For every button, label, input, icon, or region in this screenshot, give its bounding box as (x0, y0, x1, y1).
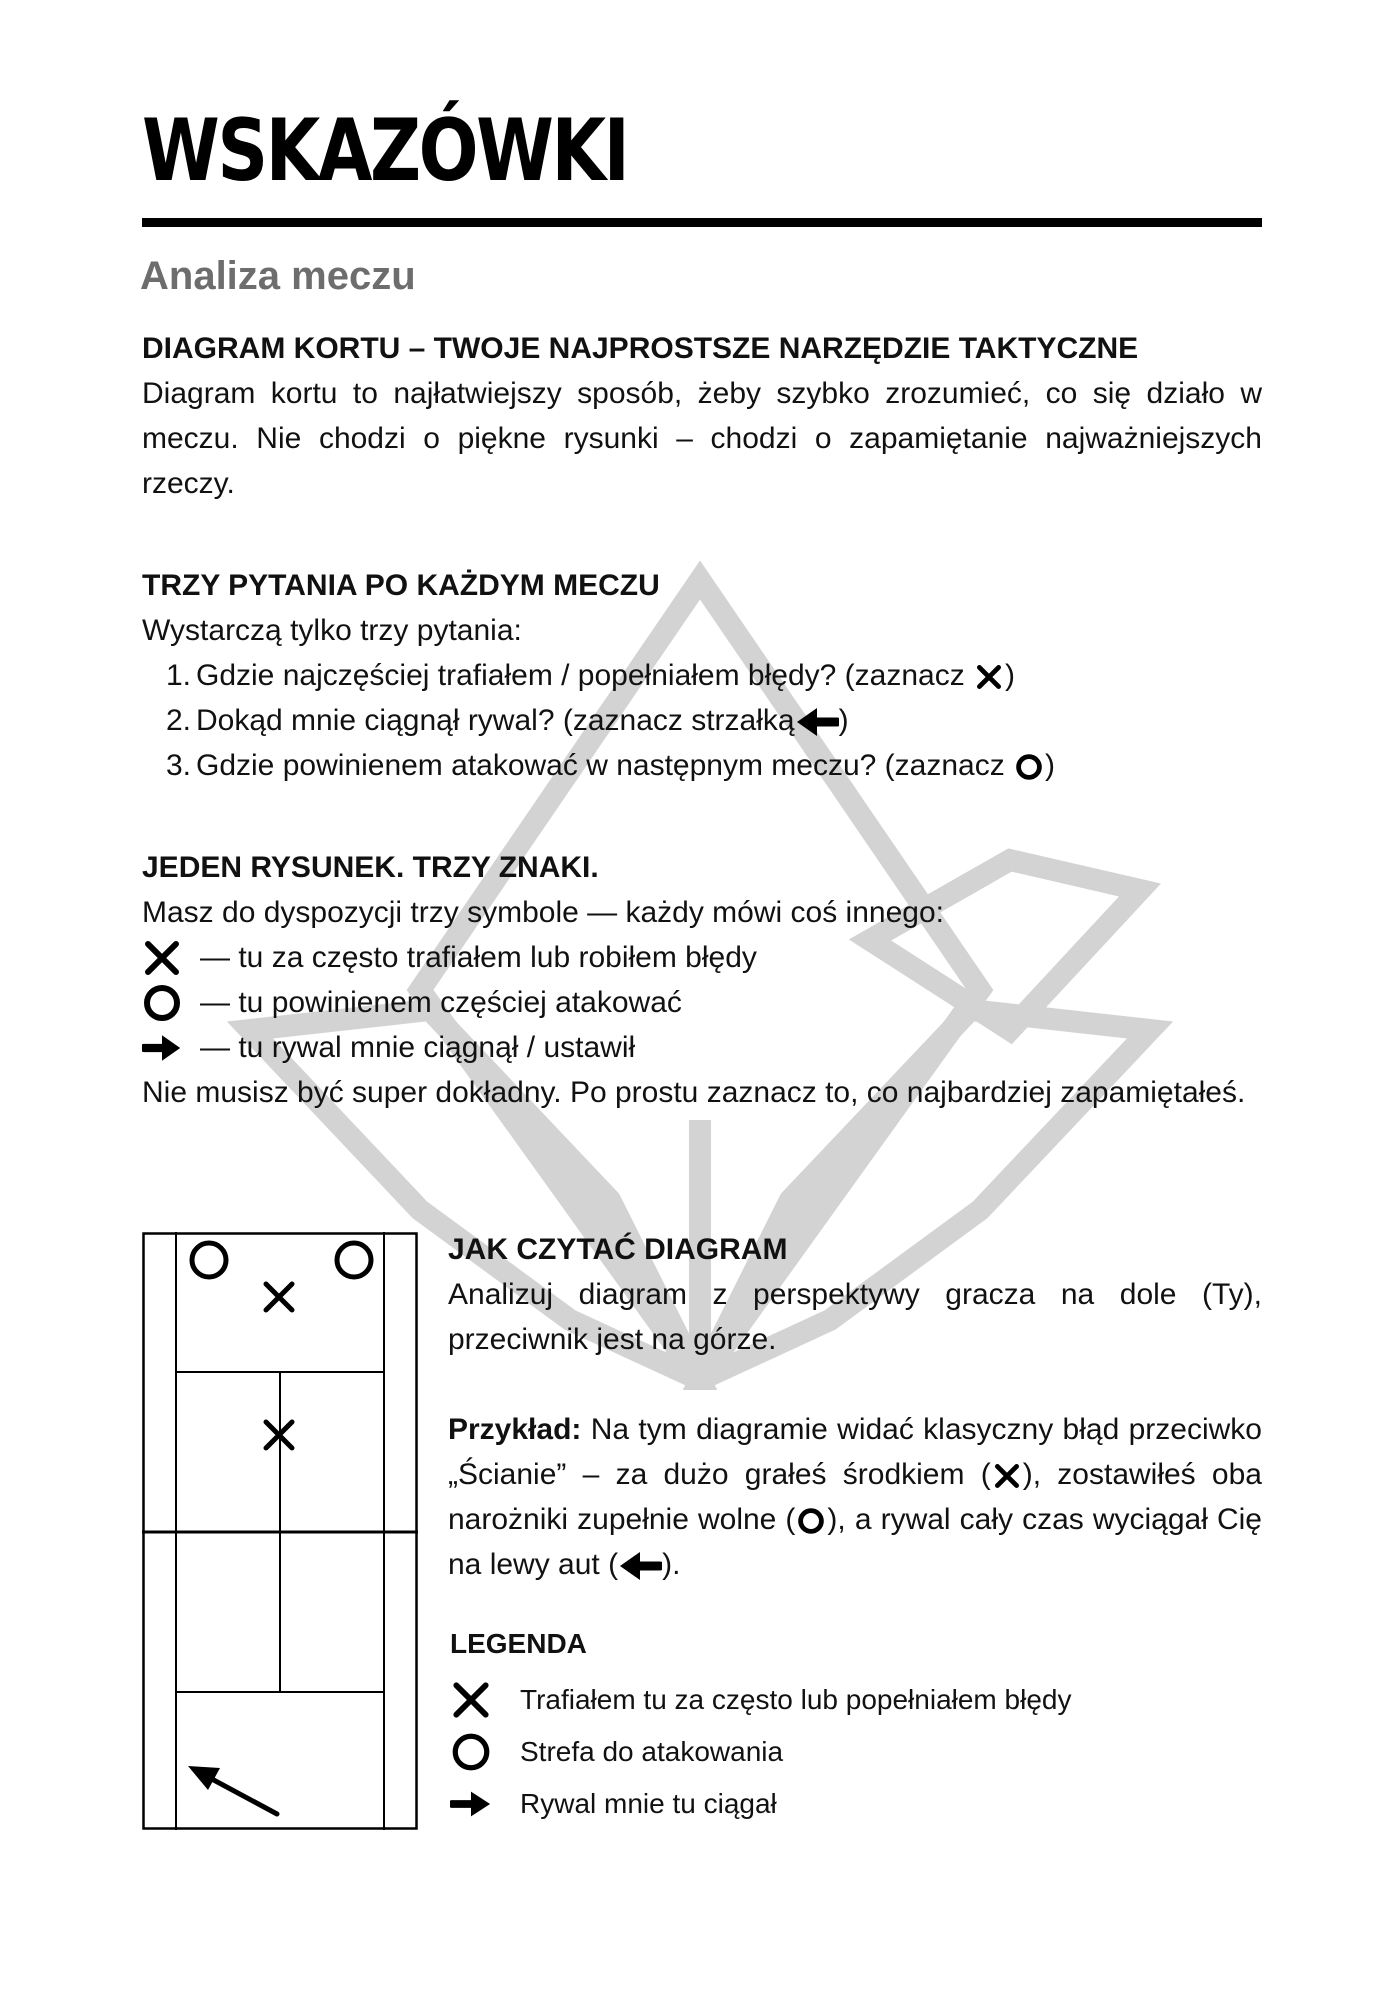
list-item (166, 653, 1262, 698)
section-diagram (142, 326, 1262, 506)
legend-item (450, 1726, 1150, 1778)
arrow-left-icon (795, 706, 839, 738)
example-text: ), zostawiłeś oba narożniki zupełnie wolne ( (448, 1458, 1262, 1536)
list-number: 2. (166, 704, 192, 737)
court-diagram (142, 1232, 418, 1830)
legend-label: Rywal mnie tu ciągał (520, 1788, 777, 1819)
list-close: ) (1045, 749, 1056, 782)
symbol-text: — tu powinienem częściej atakować (200, 986, 682, 1019)
list-close: ) (1005, 659, 1016, 692)
cross-icon (142, 938, 182, 978)
symbol-text: — tu za często trafiałem lub robiłem błędy (200, 941, 757, 974)
example-label: Przykład: (448, 1413, 582, 1446)
list-item (166, 698, 1262, 743)
section-intro: Masz do dyspozycji trzy symbole — każdy mówi coś innego: (142, 896, 944, 929)
example-text: ), a rywal cały czas wyciągał Cię na lewy aut ( (448, 1503, 1262, 1581)
section-symbols (142, 845, 1262, 1115)
section-questions (142, 563, 1262, 788)
circle-icon (192, 1243, 226, 1277)
list-text: Gdzie powinienem atakować w następnym meczu? (zaznacz (196, 749, 1014, 782)
list-number: 3. (166, 749, 192, 782)
legend-label: Trafiałem tu za często lub popełniałem błędy (520, 1684, 1072, 1715)
example-paragraph (448, 1407, 1262, 1587)
section-heading: TRZY PYTANIA PO KAŻDYM MECZU (142, 569, 660, 602)
arrow-left-icon (618, 1550, 662, 1582)
list-text: Gdzie najczęściej trafiałem / popełniałem błędy? (zaznacz (196, 659, 974, 692)
section-reading (448, 1227, 1262, 1587)
legend-label: Strefa do atakowania (520, 1736, 784, 1767)
arrow-up-left-icon (188, 1766, 277, 1814)
symbol-text: — tu rywal mnie ciągnął / ustawił (200, 1031, 636, 1064)
section-heading: JEDEN RYSUNEK. TRZY ZNAKI. (142, 851, 599, 884)
title-rule (142, 218, 1262, 227)
circle-icon (795, 1505, 827, 1537)
page-title: WSKAZÓWKI (142, 101, 628, 201)
example-text: Na tym diagramie widać klasyczny błąd przeciwko „Ścianie” – za dużo grałeś środkiem ( (448, 1413, 1262, 1491)
section-heading: DIAGRAM KORTU – TWOJE NAJPROSTSZE NARZĘDZIE TAKTYCZNE (142, 332, 1139, 365)
section-body: Diagram kortu to najłatwiejszy sposób, żeby szybko zrozumieć, co się działo w meczu. Nie chodzi o piękne rysunki – chodzi o zapamiętanie najważniejszych rzeczy. (142, 377, 1262, 500)
list-item (166, 743, 1262, 788)
section-body: Analizuj diagram z perspektywy gracza na dole (Ty), przeciwnik jest na górze. (448, 1278, 1262, 1356)
circle-icon (142, 983, 182, 1023)
symbol-row (142, 1025, 1262, 1070)
arrow-right-icon (142, 1028, 182, 1068)
legend-item (450, 1674, 1150, 1726)
list-close: ) (838, 704, 849, 737)
cross-icon (266, 1284, 292, 1310)
page-subtitle: Analiza meczu (140, 254, 416, 298)
circle-icon (450, 1731, 492, 1773)
circle-icon (337, 1243, 371, 1277)
circle-icon (1013, 751, 1045, 783)
section-outro: Nie musisz być super dokładny. Po prostu zaznacz to, co najbardziej zapamiętałeś. (142, 1076, 1246, 1109)
example-text: ). (662, 1548, 681, 1581)
list-number: 1. (166, 659, 192, 692)
cross-icon (450, 1679, 492, 1721)
legend-title: LEGENDA (450, 1628, 587, 1659)
legend-item (450, 1778, 1150, 1830)
symbol-row (142, 980, 1262, 1025)
arrow-right-icon (450, 1783, 492, 1825)
cross-icon (973, 661, 1005, 693)
list-text: Dokąd mnie ciągnął rywal? (zaznacz strzałką (196, 704, 795, 737)
cross-icon (991, 1460, 1023, 1492)
section-heading: JAK CZYTAĆ DIAGRAM (448, 1233, 788, 1266)
question-list (142, 653, 1262, 788)
symbol-row (142, 935, 1262, 980)
section-intro: Wystarczą tylko trzy pytania: (142, 614, 522, 647)
legend (450, 1628, 1150, 1830)
